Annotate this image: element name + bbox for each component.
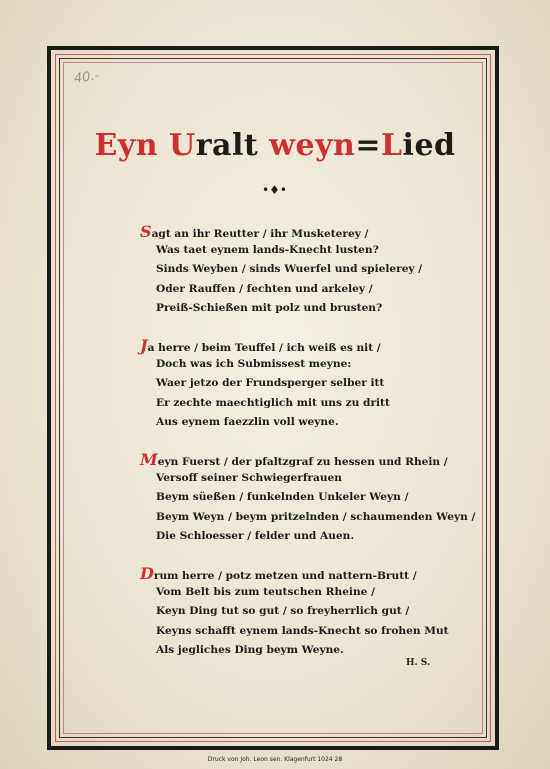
title-word-4: ied <box>402 128 456 163</box>
author-initials: H. S. <box>406 658 431 668</box>
title-word-3: weyn <box>269 128 356 163</box>
stanza-line <box>140 336 480 355</box>
stanza-line: Als jegliches Ding beym Weyne. <box>156 643 344 656</box>
line-text: eyn Fuerst / der pfaltzgraf zu hessen und Rhein / <box>157 456 448 468</box>
stanza-initial: J <box>140 336 148 355</box>
poem-title <box>0 128 550 163</box>
stanza-line <box>140 564 480 583</box>
title-initial-l: L <box>380 128 403 163</box>
printer-imprint: Druck von Joh. Leon sen. Klagenfurt 1024 28 <box>207 756 343 763</box>
stanza-line: Keyns schafft eynem lands-Knecht so frohen Mut <box>156 624 449 637</box>
line-text: rum herre / potz metzen und nattern-Brutt / <box>153 570 417 582</box>
stanza-line: Oder Rauffen / fechten und arkeley / <box>156 282 373 295</box>
stanza-line: Was taet eynem lands-Knecht lusten? <box>156 244 379 257</box>
stanza-initial: D <box>140 564 154 583</box>
stanza-line: Preiß-Schießen mit polz und brusten? <box>156 301 383 314</box>
line-text: agt an ihr Reutter / ihr Musketerey / <box>151 228 369 240</box>
stanza-line: Die Schloesser / felder und Auen. <box>156 529 355 542</box>
stanza-3 <box>140 450 480 546</box>
stanza-line <box>140 450 480 469</box>
stanza-line: Beym Weyn / beym pritzelnden / schaumenden Weyn / <box>156 510 476 523</box>
stanza-initial: M <box>140 450 158 469</box>
title-word-1: Eyn <box>94 128 170 163</box>
stanza-2 <box>140 336 480 432</box>
title-word-2: ralt <box>195 128 270 163</box>
stanza-line: Waer jetzo der Frundsperger selber itt <box>156 377 385 390</box>
pencil-price-note: 40.- <box>73 68 101 87</box>
stanza-line: Keyn Ding tut so gut / so freyherrlich gut / <box>156 605 410 618</box>
title-initial-u: U <box>169 128 196 163</box>
ornament-icon: •♦• <box>262 183 287 197</box>
stanza-line <box>140 222 480 241</box>
stanza-line: Aus eynem faezzlin voll weyne. <box>156 415 339 428</box>
stanza-line: Beym süeßen / funkelnden Unkeler Weyn / <box>156 491 409 504</box>
line-text: a herre / beim Teuffel / ich weiß es nit / <box>147 342 381 354</box>
stanza-4 <box>140 564 480 660</box>
stanza-1 <box>140 222 480 318</box>
stanza-line: Sinds Weyben / sinds Wuerfel und spielerey / <box>156 263 423 276</box>
stanza-line: Versoff seiner Schwiegerfrauen <box>156 472 342 485</box>
stanza-initial: S <box>140 222 152 241</box>
stanza-line: Er zechte maechtiglich mit uns zu dritt <box>156 396 390 409</box>
stanza-line: Doch was ich Submissest meyne: <box>156 358 352 371</box>
title-hyphen: = <box>355 128 381 163</box>
stanza-line: Vom Belt bis zum teutschen Rheine / <box>156 586 375 599</box>
